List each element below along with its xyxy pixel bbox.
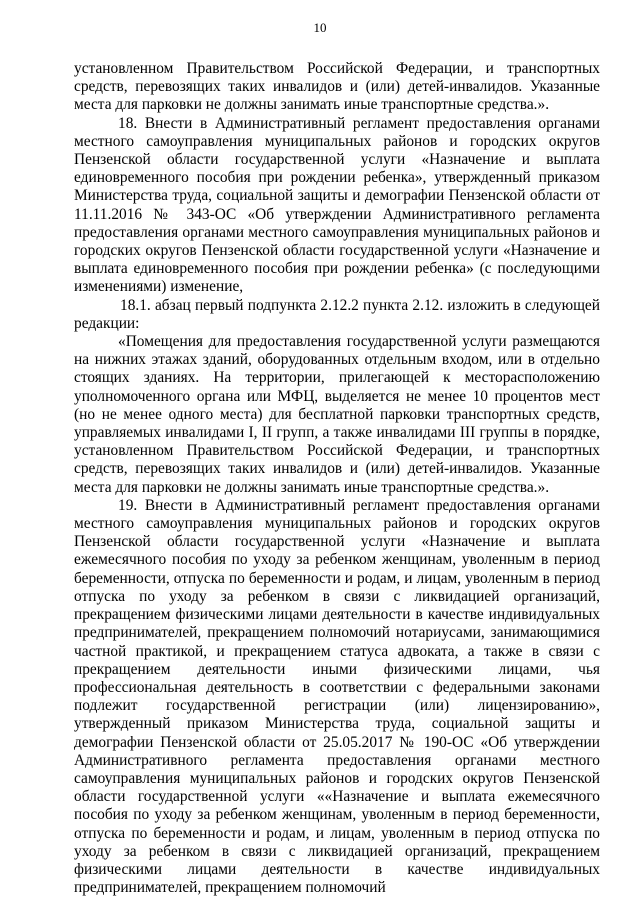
page-number: 10 [313, 20, 327, 35]
document-body [74, 60, 600, 897]
paragraph-item-18: 18. Внести в Административный регламент предоставления органами местного самоуправления муниципальных районов и городских округов Пензенской области государственной услуги «Назначение и выплата единовременного пособия при рождении ребенка», утвержденный приказом Министерства труда, социальной защиты и демографии Пензенской области от 11.11.2016 № 343-ОС «Об утверждении Административного регламента предоставления органами местного самоуправления муниципальных районов и городских округов Пензенской области государственной услуги «Назначение и выплата единовременного пособия при рождении ребенка» (с последующими изменениями) изменение, [74, 114, 600, 296]
paragraph-item-19: 19. Внести в Административный регламент предоставления органами местного самоуправления муниципальных районов и городских округов Пензенской области государственной услуги «Назначение и выплата ежемесячного пособия по уходу за ребенком женщинам, уволенным в период беременности, отпуска по беременности и родам, и лицам, уволенным в период отпуска по уходу за ребенком в связи с ликвидацией организаций, прекращением физическими лицами деятельности в качестве индивидуальных предпринимателей, прекращением полномочий нотариусами, занимающимися частной практикой, и прекращением статуса адвоката, а также в связи с прекращением деятельности иными физическими лицами, чья профессиональная деятельность в соответствии с федеральными законами подлежит государственной регистрации (или) лицензированию», утвержденный приказом Министерства труда, социальной защиты и демографии Пензенской области от 25.05.2017 № 190-ОС «Об утверждении Административного регламента предоставления органами местного самоуправления муниципальных районов и городских округов Пензенской области государственной услуги ««Назначение и выплата ежемесячного пособия по уходу за ребенком женщинам, уволенным в период беременности, отпуска по беременности и родам, и лицам, уволенным в период отпуска по уходу за ребенком в связи с ликвидацией организаций, прекращением физическими лицами деятельности в качестве индивидуальных предпринимателей, прекращением полномочий [74, 496, 600, 897]
paragraph-item-18-1: 18.1. абзац первый подпункта 2.12.2 пункта 2.12. изложить в следующей редакции: [74, 296, 600, 332]
paragraph-continuation: установленном Правительством Российской Федерации, и транспортных средств, перевозящих таких инвалидов и (или) детей-инвалидов. Указанные места для парковки не должны занимать иные транспортные средства.». [74, 60, 600, 114]
paragraph-quote: «Помещения для предоставления государственной услуги размещаются на нижних этажах зданий, оборудованных отдельным входом, или в отдельно стоящих зданиях. На территории, прилегающей к месторасположению уполномоченного органа или МФЦ, выделяется не менее 10 процентов мест (но не менее одного места) для бесплатной парковки транспортных средств, управляемых инвалидами I, II групп, а также инвалидами III группы в порядке, установленном Правительством Российской Федерации, и транспортных средств, перевозящих таких инвалидов и (или) детей-инвалидов. Указанные места для парковки не должны занимать иные транспортные средства.». [74, 333, 600, 496]
